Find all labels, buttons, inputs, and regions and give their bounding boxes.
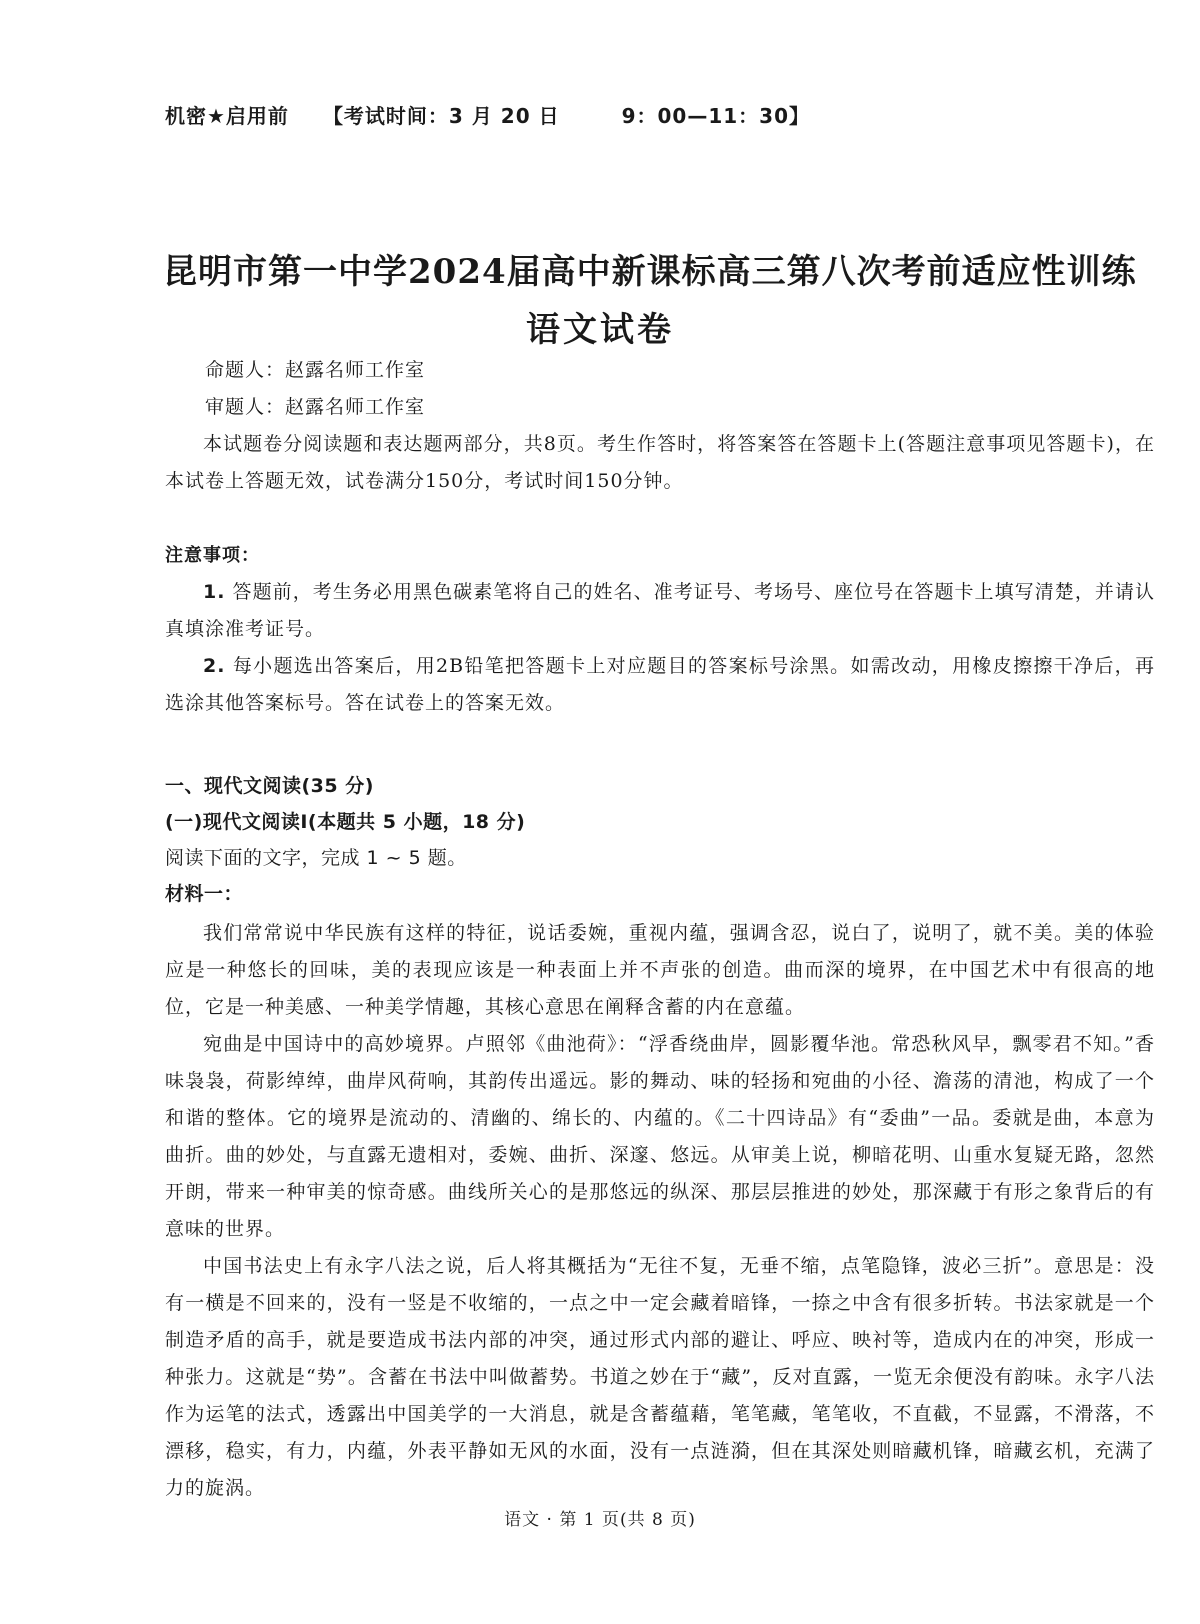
section-subheading: (一)现代文阅读Ⅰ(本题共 5 小题，18 分)	[165, 811, 526, 833]
material-paragraph: 宛曲是中国诗中的高妙境界。卢照邻《曲池荷》：“浮香绕曲岸，圆影覆华池。常恐秋风早，飘零君不知。”香味袅袅，荷影绰绰，曲岸风荷响，其韵传出遥远。影的舞动、味的轻扬和宛曲的小径、澹荡的清池，构成了一个和谐的整体。它的境界是流动的、清幽的、绵长的、内蕴的。《二十四诗品》有“委曲”一品。委就是曲，本意为曲折。曲的妙处，与直露无遗相对，委婉、曲折、深邃、悠远。从审美上说，柳暗花明、山重水复疑无路，忽然开朗，带来一种审美的惊奇感。曲线所关心的是那悠远的纵深、那层层推进的妙处，那深藏于有形之象背后的有意味的世界。	[165, 1033, 1155, 1240]
intro-paragraph: 本试题卷分阅读题和表达题两部分，共8页。考生作答时，将答案答在答题卡上(答题注意事项见答题卡)，在本试卷上答题无效，试卷满分150分，考试时间150分钟。	[165, 433, 1155, 492]
section-heading-block	[165, 768, 1155, 912]
section-heading: 一、现代文阅读(35 分)	[165, 775, 374, 797]
proposer-line: 命题人：赵露名师工作室	[205, 359, 426, 381]
notice-item: 2. 每小题选出答案后，用2B铅笔把答题卡上对应题目的答案标号涂黑。如需改动，用橡皮擦擦干净后，再选涂其他答案标号。答在试卷上的答案无效。	[165, 655, 1155, 714]
authors-block	[205, 352, 1105, 426]
exam-date: 【考试时间：3 月 20 日	[322, 104, 560, 128]
confidential-label: 机密★启用前	[165, 104, 289, 128]
page-title: 昆明市第一中学2024届高中新课标高三第八次考前适应性训练	[163, 252, 1137, 292]
notice-heading: 注意事项：	[165, 545, 260, 566]
material-paragraph: 中国书法史上有永字八法之说，后人将其概括为“无往不复，无垂不缩，点笔隐锋，波必三折”。意思是：没有一横是不回来的，没有一竖是不收缩的，一点之中一定会藏着暗锋，一捺之中含有很多折转。书法家就是一个制造矛盾的高手，就是要造成书法内部的冲突，通过形式内部的避让、呼应、映衬等，造成内在的冲突，形成一种张力。这就是“势”。含蓄在书法中叫做蓄势。书道之妙在于“藏”，反对直露，一览无余便没有韵味。永字八法作为运笔的法式，透露出中国美学的一大消息，就是含蓄蕴藉，笔笔藏，笔笔收，不直截，不显露，不滑落，不漂移，稳实，有力，内蕴，外表平静如无风的水面，没有一点涟漪，但在其深处则暗藏机锋，暗藏玄机，充满了力的旋涡。	[165, 1255, 1155, 1499]
material-label: 材料一：	[165, 883, 244, 905]
material-paragraph: 我们常常说中华民族有这样的特征，说话委婉，重视内蕴，强调含忍，说白了，说明了，就不美。美的体验应是一种悠长的回味，美的表现应该是一种表面上并不声张的创造。曲而深的境界，在中国艺术中有很高的地位，它是一种美感、一种美学情趣，其核心意思在阐释含蓄的内在意蕴。	[165, 922, 1155, 1018]
exam-header	[165, 100, 810, 129]
material-text	[165, 915, 1155, 1507]
section-instruction: 阅读下面的文字，完成 1 ~ 5 题。	[165, 847, 467, 869]
notice-item: 1. 答题前，考生务必用黑色碳素笔将自己的姓名、准考证号、考场号、座位号在答题卡上填写清楚，并请认真填涂准考证号。	[165, 581, 1155, 640]
page-footer: 语文 · 第 1 页(共 8 页)	[504, 1510, 696, 1530]
exam-time-range: 9：00—11：30】	[621, 104, 810, 128]
page-subtitle: 语文试卷	[526, 310, 674, 350]
notice-block	[165, 537, 1155, 722]
reviewer-line: 审题人：赵露名师工作室	[205, 396, 426, 418]
intro-block	[165, 426, 1155, 500]
